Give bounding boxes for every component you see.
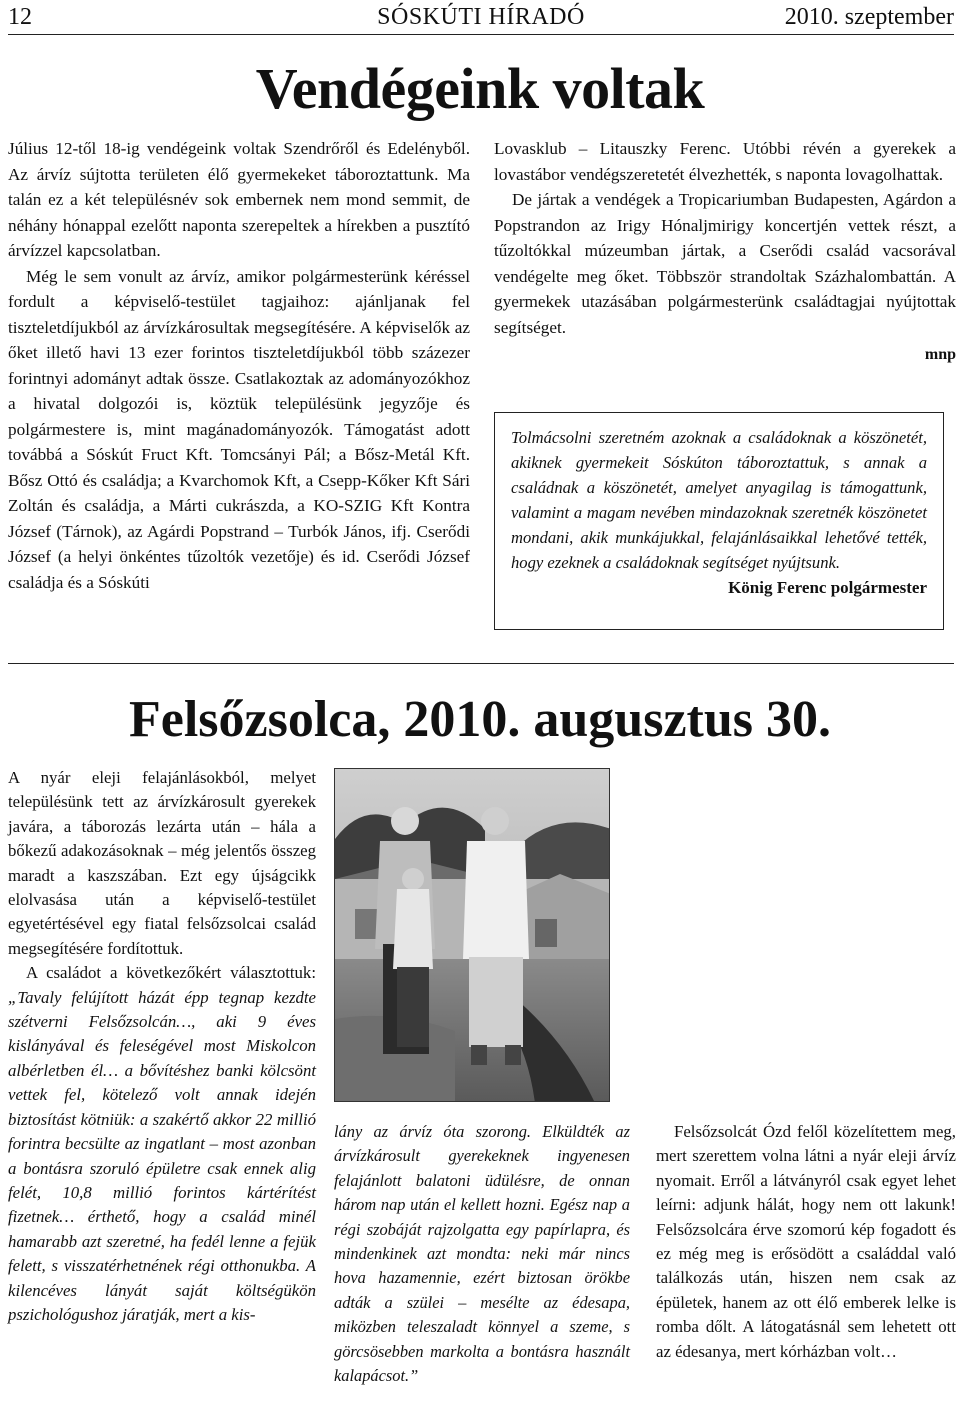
newspaper-title: SÓSKÚTI HÍRADÓ [377, 4, 585, 30]
article1-column-1 [8, 136, 470, 595]
page-number: 12 [8, 4, 32, 30]
article1-paragraph: Július 12-től 18-ig vendégeink voltak Szendrőről és Edelényből. Az árvíz sújtotta területen élő gyermekeket táboroztattunk. Ma talán ez a két településnév sok embernek nem mond semmit, de néhány hónappal ezelőtt naponta szerepeltek a hírekben a pusztító árvízzel kapcsolatban. [8, 139, 470, 260]
thanks-text: Tolmácsolni szeretném azoknak a családoknak a köszönetét, akiknek gyermekeit Sóskúton táboroztattuk, s annak a családnak a köszönetét, amelyet anyagilag is támogattunk, valamint a magam nevében mindazoknak szeretnék köszönetet mondani, akik munkájukkal, felajánlásaikkal lehetővé tették, hogy ezeknek a családoknak segítséget nyújtsunk. [511, 428, 927, 572]
article2-paragraph [8, 961, 316, 1327]
article1-title: Vendégeink voltak [255, 56, 705, 121]
article1-paragraph: Még le sem vonult az árvíz, amikor polgármesterünk kéréssel fordult a képviselő-testület tagjaihoz: ajánljanak fel tiszteletdíjukból az árvízkárosultak megsegítésére. A képviselők az őket illető havi 13 ezer forintos tiszteletdíjukból több százezer forintnyi adományt adtak össze. Csatlakoztak az adományozókhoz a hivatal dolgozói is, köztük településünk jegyzője és polgármestere is, mint magánadományozók. Támogatást adott továbbá a Sóskút Fruct Kft. Tomcsányi Pál; a Bősz-Metál Kft. Bősz Ottó és családja; a Kvarchomok Kft, a Csepp-Kőker Kft Sári Zoltán és családja, a Márti cukrászda, a KO-SZIG Kft Kontra József (Tárnok), az Agárdi Popstrand – Turbók János, ifj. Cserődi József (a helyi önkéntes tűzoltók vezetője) és id. Cserődi József családja és a Sóskúti [8, 266, 470, 592]
article2-column-2 [334, 1120, 630, 1388]
article2-paragraph: lány az árvíz óta szorong. Elküldték az árvízkárosult gyerekeknek ingyenesen felajánlott balatoni üdülésre, de onnan három nap után el kellett hozni. Egész nap a régi szobáját rajzolgatta egy papírlapra, és mindenkinek azt mondta: neki már nincs hova hazamennie, ezért biztosan örökbe adták a szülei – mesélte az édesapa, miközben teleszaladt könnyel a szeme, s görcsösebben markolta a bontásra használt kalapácsot.” [334, 1122, 630, 1386]
family-photo [334, 768, 610, 1102]
article1-paragraph: De jártak a vendégek a Tropicariumban Budapesten, Agárdon a Popstrandon az Irigy Hónaljmirigy koncertjén vettek részt, a tűzoltókkal múzeumban jártak, a Cserődi család vacsorával vendégelte meg őket. Többször strandoltak Százhalombattán. A gyermekek utazásában polgármesterünk családtagjai nyújtottak segítséget. [494, 190, 956, 337]
page-header [8, 0, 954, 35]
thanks-author: König Ferenc polgármester [728, 578, 927, 597]
article2-paragraph: Felsőzsolcát Ózd felől közelítettem meg, mert szerettem volna látni a nyár eleji árvíz nyomait. Erről a látványról csak egyet lehet leírni: adjunk hálát, hogy nem ott lakunk! Felsőzsolcára érve szomorú kép fogadott és ez még meg is erősödött a családdal való találkozás után, hiszen nem csak az épületek, hanem az ott élő emberek lelke is romba dőlt. A látogatásnál sem lehetett ott az édesanya, mert kórházban volt… [656, 1122, 956, 1361]
article2-quote: „Tavaly felújított házát épp tegnap kezdte szétverni Felsőzsolcán…, aki 9 éves kislányával és feleségével most Miskolcon albérletben él… a bővítéshez banki kölcsönt vettek fel, kötelező volt annak idején biztosítást kötniük: a szakértő akkor 22 millió forintra becsülte az ingatlant – most azonban a bontásra szoruló épületre csak ennek alig felét, 10,8 millió forintos kártérítést fizetnek… érthető, hogy a család minél hamarabb azt szeretné, ha fedél lenne a fejük felett, s visszatérhetnének régi otthonukba. A kilencéves lányát saját költségükön pszichológushoz járatják, mert a kis- [8, 987, 316, 1324]
article1-column-2 [494, 136, 956, 368]
article1-signature: mnp [924, 346, 956, 363]
article2-title: Felsőzsolca, 2010. augusztus 30. [129, 691, 831, 748]
article2-column-3 [656, 1120, 956, 1364]
section-divider [8, 663, 954, 664]
thanks-box [494, 412, 944, 630]
issue-date: 2010. szeptember [784, 4, 954, 30]
article2-column-1 [8, 766, 316, 1327]
article2-paragraph: A nyár eleji felajánlásokból, melyet településünk tett az árvízkárosult gyerekek javára, a táborozás lezárta után – hála a bőkezű adakozásoknak – még jelentős összeg maradt a kaszszában. Ezt egy újságcikk elolvasása után a képviselő-testület egyetértésével egy fiatal felsőzsolcai család megsegítésére fordítottuk. [8, 768, 316, 958]
article1-paragraph: Lovasklub – Litauszky Ferenc. Utóbbi révén a gyerekek a lovastábor vendégszeretetét élvezhették, s naponta lovagolhattak. [494, 139, 956, 184]
article2-paragraph-start: A családot a következőkért választottuk: [26, 963, 316, 983]
family-photo-image [335, 769, 610, 1102]
